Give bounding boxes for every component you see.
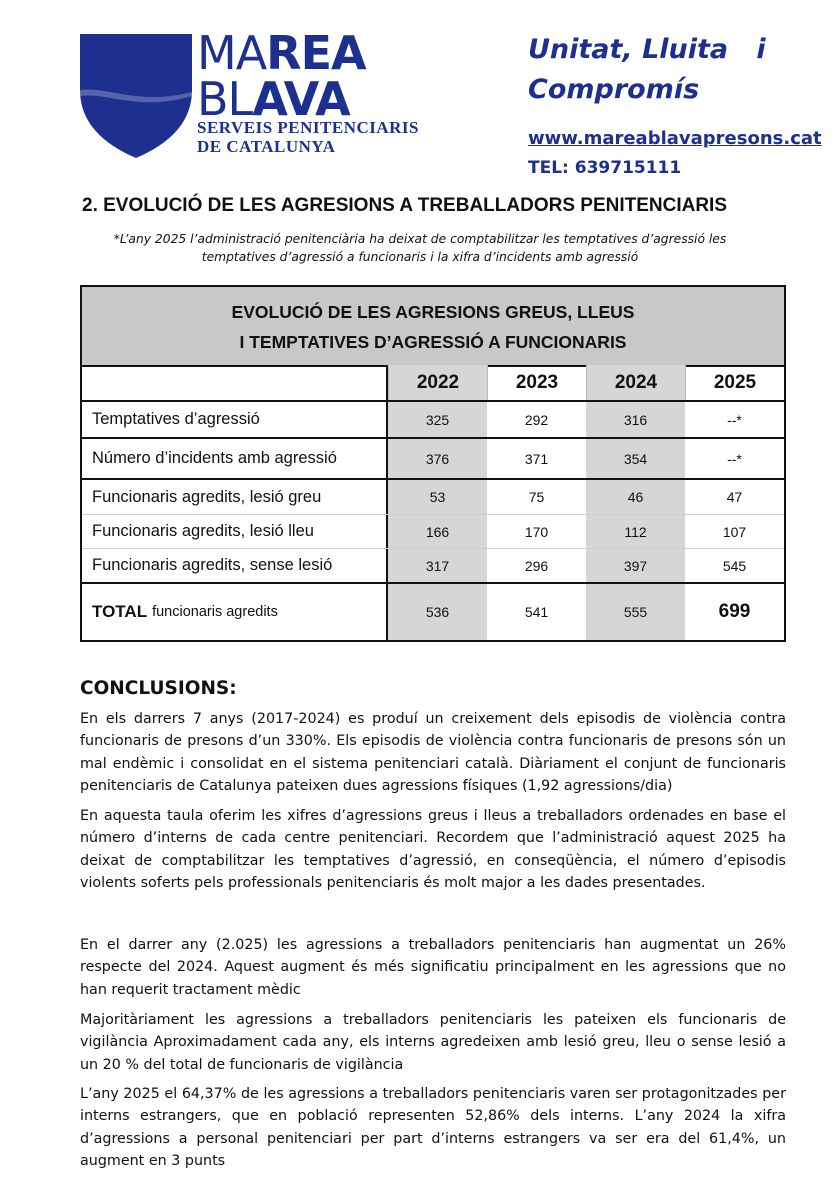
table-cell: 47 <box>726 489 743 505</box>
year-header: 2023 <box>487 365 586 400</box>
phone-number: TEL: 639715111 <box>528 158 682 178</box>
total-cell: 555 <box>586 584 685 640</box>
table-cell: 75 <box>528 489 545 505</box>
table-cell: 292 <box>524 411 549 428</box>
table-cell: 545 <box>722 557 747 574</box>
row-label: Funcionaris agredits, lesió lleu <box>82 515 388 548</box>
year-header: 2022 <box>388 365 487 400</box>
table-cell: 325 <box>388 402 487 437</box>
total-cell: 699 <box>718 601 751 622</box>
total-row-label: TOTAL funcionaris agredits <box>82 584 388 640</box>
year-header: 2024 <box>586 365 685 400</box>
aggressions-table <box>80 285 786 642</box>
footnote: *L’any 2025 l’administració penitenciària ha deixat de comptabilitzar les temptatives d’agressió les temptatives d’agressió a funcionaris i la xifra d’incidents amb agressió <box>113 232 727 264</box>
table-cell: --* <box>727 411 742 428</box>
table-title: EVOLUCIÓ DE LES AGRESIONS GREUS, LLEUS I TEMPTATIVES D’AGRESSIÓ A FUNCIONARIS <box>82 287 784 367</box>
website-link[interactable]: www.mareablavapresons.cat <box>528 128 822 149</box>
table-cell: 166 <box>388 515 487 548</box>
table-cell: 376 <box>388 439 487 478</box>
table-cell: 107 <box>722 523 747 540</box>
slogan: Unitat, Lluita i Compromís <box>528 34 766 105</box>
year-header: 2025 <box>685 365 784 400</box>
brand-wordmark: MAREA BLAVA SERVEIS PENITENCIARIS DE CATALUNYA <box>197 26 419 156</box>
total-cell: 536 <box>388 584 487 640</box>
year-header-row <box>388 365 784 400</box>
table-cell: 46 <box>586 480 685 514</box>
section-title: 2. EVOLUCIÓ DE LES AGRESIONS A TREBALLADORS PENITENCIARIS <box>82 195 728 216</box>
row-label: Número d’incidents amb agressió <box>82 439 388 478</box>
paragraph: Majoritàriament les agressions a treballadors penitenciaris les pateixen els funcionaris de vigilància Aproximadament cada any, els interns agredeixen amb lesió greu, lleu o sense lesió a un 20 % del total de funcionaris de vigilància <box>80 1012 786 1073</box>
total-cell: 541 <box>524 604 549 620</box>
table-cell: 397 <box>586 549 685 582</box>
row-label: Funcionaris agredits, lesió greu <box>82 480 388 514</box>
table-cell: 317 <box>388 549 487 582</box>
brand-subtitle-1: SERVEIS PENITENCIARIS <box>197 118 419 137</box>
shield-icon <box>78 30 198 160</box>
brand-subtitle-2: DE CATALUNYA <box>197 137 336 156</box>
table-cell: 170 <box>524 523 549 540</box>
table-cell: 354 <box>586 439 685 478</box>
table-cell: 112 <box>586 515 685 548</box>
paragraph: En els darrers 7 anys (2017-2024) es produí un creixement dels episodis de violència contra funcionaris de presons d’un 330%. Els episodis de violència contra funcionaris de presons són un mal endèmic i consolidat en el sistema penitenciari català. Diàriament el conjunt de funcionaris penitenciaris de Catalunya pateixen dues agressions físiques (1,92 agressions/dia) <box>80 711 786 795</box>
row-label: Temptatives d’agressió <box>82 402 388 437</box>
paragraph: En el darrer any (2.025) les agressions a treballadors penitenciaris han augmentat un 26% respecte del 2024. Aquest augment és més significatiu principalment en les agressions que no han requerit tractament mèdic <box>80 937 786 998</box>
conclusions-heading: CONCLUSIONS: <box>80 678 237 699</box>
table-cell: 316 <box>586 402 685 437</box>
row-label: Funcionaris agredits, sense lesió <box>82 549 388 582</box>
table-cell: --* <box>727 450 742 467</box>
table-cell: 296 <box>524 557 549 574</box>
paragraph: L’any 2025 el 64,37% de les agressions a treballadors penitenciaris varen ser protagonitzades per interns estrangers, que en població representen 52,86% dels interns. L’any 2024 la xifra d’agressions a personal penitenciari per part d’interns estrangers va ser era del 61,4%, un augment en 3 punts <box>80 1086 786 1170</box>
table-cell: 53 <box>388 480 487 514</box>
table-cell: 371 <box>524 450 549 467</box>
paragraph: En aquesta taula oferim les xifres d’agressions greus i lleus a treballadors ordenades en base el número d’interns de cada centre penitenciari. Recordem que l’administració aquest 2025 ha deixat de comptabilitzar les temptatives d’agressió, en conseqüència, el número d’episodis violents soferts pels professionals penitenciaris és molt major a les dades presentades. <box>80 808 786 892</box>
